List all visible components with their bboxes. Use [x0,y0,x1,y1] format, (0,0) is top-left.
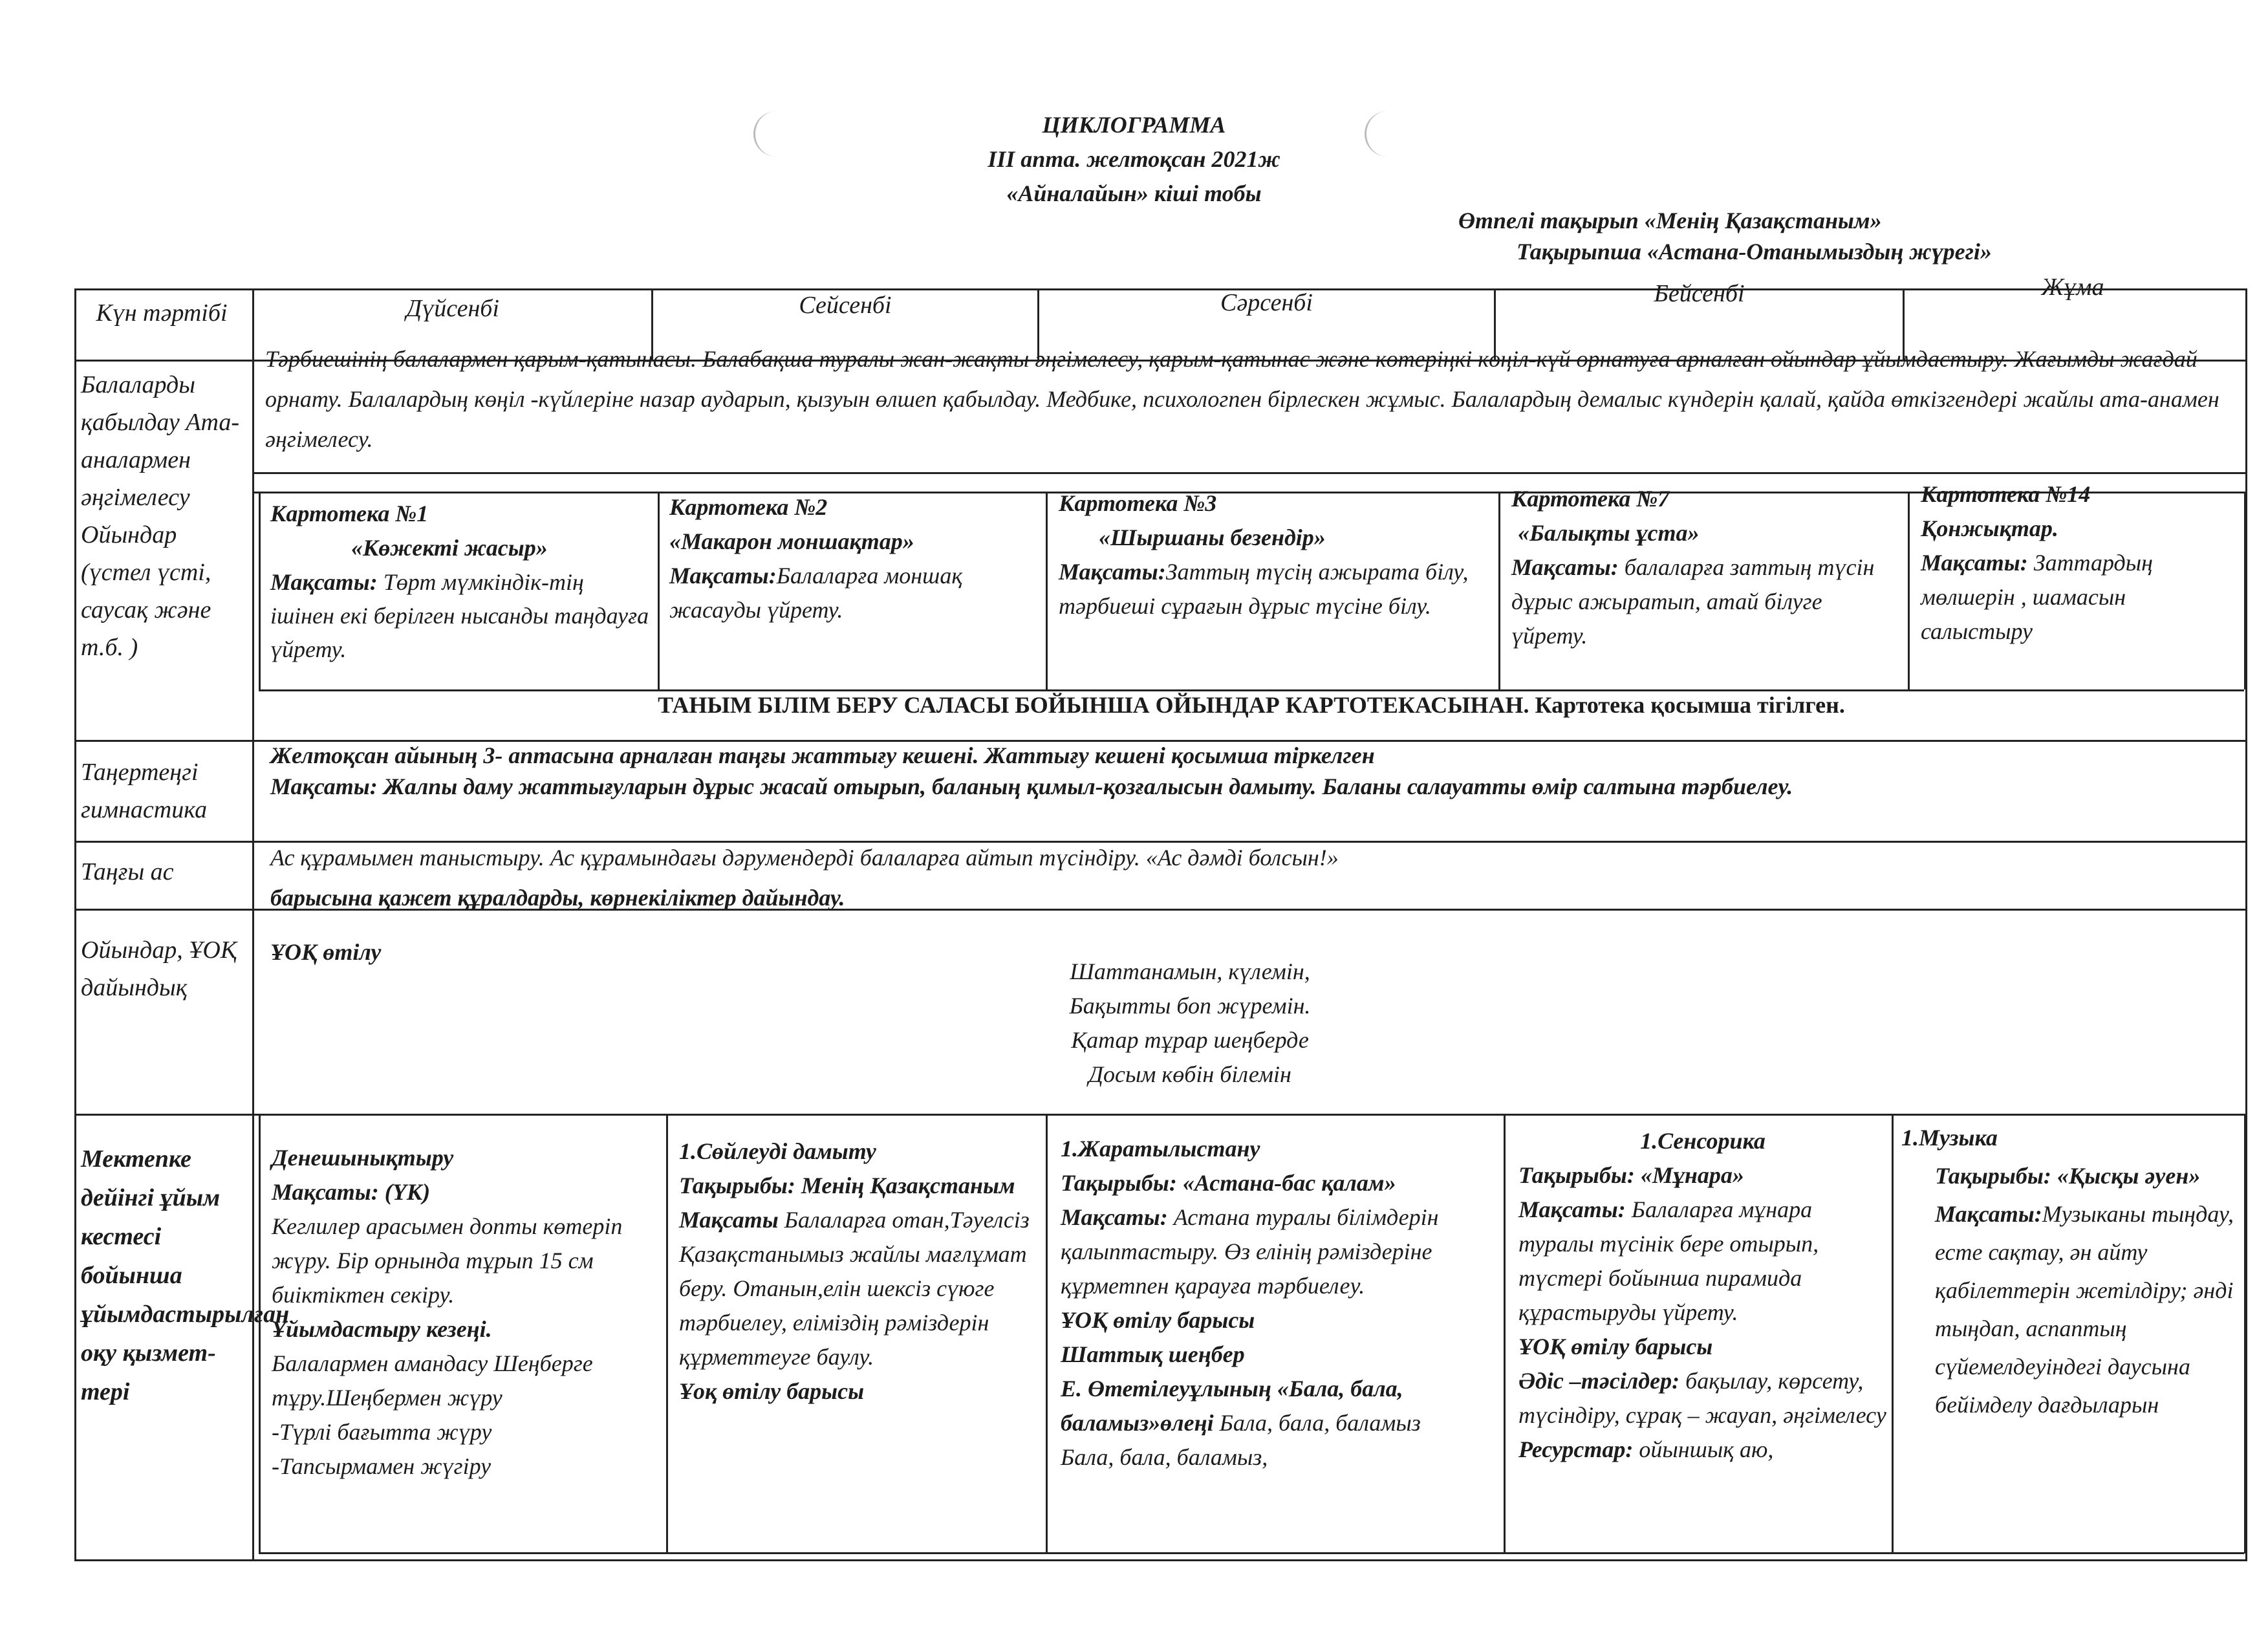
resources-text: ойыншық аю, [1633,1436,1774,1462]
poem-line: Бақытты боп жүремін. [1069,993,1311,1019]
game-card-number: Картотека №2 [669,494,828,520]
col-line [2244,1114,2246,1554]
goal-label: Мақсаты: [1059,559,1166,585]
game-goal [1921,546,2241,649]
row-line [74,1114,2247,1116]
reception-text: Тәрбиешінің балалармен қарым-қатынасы. Балабақша туралы жан-жақты әңгімелесу, қарым-қатынас және көтеріңкі көңіл-күй орнатуға арналған ойындар ұйымдастыру. Жағымды жағдай орнату. Балалардың көңіл -күйлеріне назар аударып, қызуын өлшеп қабылдау. Медбике, психологпен бірлескен жұмыс. Балалардың демалыс күндерін қалай, қайда өткізгендері жайлы ата-анамен әңгімелесу. [265,346,2219,452]
gym-line1: Желтоқсан айының 3- аптасына арналған таңғы жаттығу кешені. Жаттығу кешені қосымша тіркелген [270,742,1375,768]
col-line [259,1114,261,1554]
prep-title: ҰОҚ өтілу [270,939,382,965]
resources-label: Ресурстар: [1518,1436,1634,1462]
subject-body: Балалармен амандасу Шеңберге тұру.Шеңбермен жүру [272,1350,593,1411]
subject-goal: Мақсаты: (ҮК) [272,1179,431,1205]
col-line [252,288,254,1561]
goal-label: Мақсаты: [1518,1196,1626,1222]
game-goal [270,565,652,666]
goal-text: Астана туралы білімдерін қалыптастыру. Өз елінің рәміздеріне құрметпен қарауға тәрбиелеу. [1061,1204,1439,1299]
goal-label: Мақсаты: [270,569,378,595]
subject-process: ҰОҚ өтілу барысы [1518,1334,1713,1359]
subject-topic: Тақырыбы: «Қысқы әуен» [1935,1163,2201,1189]
game-card-number: Картотека №14 [1921,481,2091,507]
schedule-thursday [1518,1124,1887,1467]
subject-title: 1.Сенсорика [1640,1128,1766,1154]
game-card-tuesday [669,490,1038,627]
game-name: «Көжекті жасыр» [351,535,548,561]
subject-bullet: -Тапсырмамен жүгіру [272,1453,491,1479]
col-line [1498,492,1500,689]
goal-text: Балаларға моншақ жасауды үйрету. [669,563,963,623]
subject-topic: Тақырыбы: «Мұнара» [1518,1162,1744,1188]
breakfast-line1: Ас құрамымен таныстыру. Ас құрамындағы дәрумендерді балаларға айтып түсіндіру. «Ас дәмді болсын!» [270,845,1339,871]
goal-text: балаларға заттың түсін дұрыс ажыратып, атай білуге үйрету. [1511,554,1875,649]
poem-line: Бала, бала, баламыз, [1061,1444,1268,1470]
subject-org: Ұйымдастыру кезеңі. [272,1316,492,1342]
games-note: ТАНЫМ БІЛІМ БЕРУ САЛАСЫ БОЙЫНША ОЙЫНДАР КАРТОТЕКАСЫНАН. Картотека қосымша тігілген. [658,692,1845,718]
breakfast-label: Таңғы ас [81,858,174,885]
methods-label: Әдіс –тәсілдер: [1518,1368,1680,1394]
subject-goal [1061,1200,1494,1303]
goal-text: Төрт мүмкіндік-тің ішінен екі берілген нысанды таңдауға үйрету. [270,569,649,662]
col-line [2244,492,2246,689]
subject-process: ҰОҚ өтілу барысы [1061,1307,1255,1333]
col-line [1504,1114,1506,1554]
row-line [252,472,2247,474]
subject-goal [1901,1195,2238,1424]
game-goal [669,559,1038,627]
game-card-number: Картотека №7 [1511,486,1670,512]
breakfast-line2: барысына қажет құралдарды, көрнекіліктер дайындау. [270,885,845,911]
subject-topic: Тақырыбы: Менің Қазақстаным [679,1173,1015,1198]
week-line: ІІІ апта. желтоқсан 2021ж [988,146,1280,172]
goal-label: Мақсаты: [1935,1201,2042,1227]
goal-text: Музыканы тыңдау, есте сақтау, ән айту қабілеттерін жетілдіру; әнді тыңдап, аспаптың сүйемелдеуіндегі даусына бейімделу дағдыларын [1935,1201,2234,1418]
subject-title: 1.Музыка [1901,1125,1998,1151]
goal-label: Мақсаты: [669,563,777,589]
subject-title: 1.Жаратылыстану [1061,1136,1260,1162]
poem-line: Қатар тұрар шеңберде [1071,1027,1309,1053]
subject-title: Денешынықтыру [272,1145,454,1171]
game-card-friday [1921,477,2241,649]
subject-circle: Шаттық шеңбер [1061,1341,1245,1367]
subject-poem [1061,1372,1494,1440]
goal-text: Заттардың мөлшерін , шамасын салыстыру [1921,550,2154,644]
game-goal [1059,555,1492,623]
game-name: «Балықты ұста» [1518,520,1700,546]
prep-label: Ойындар, ҰОҚ дайындық [81,937,237,1001]
col-line [1908,492,1910,689]
col-line [259,492,261,689]
schedule-friday [1901,1119,2238,1424]
game-name: Қонжықтар. [1921,515,2058,541]
document-title: ЦИКЛОГРАММА [1042,112,1226,138]
game-name: «Шыршаны безендір» [1099,525,1326,550]
game-name: «Макарон моншақтар» [669,528,914,554]
goal-label: Мақсаты: [1511,554,1619,580]
group-line: «Айналайын» кіші тобы [1006,180,1262,206]
schedule-label: Мектепке дейінгі ұйым кестесі бойынша ұйымдастырылған оқу қызмет-тері [81,1145,290,1405]
col-line [1046,1114,1048,1554]
schedule-monday [272,1141,660,1484]
subject-body: Кеглилер арасымен допты көтеріп жүру. Бір орнында тұрып 15 см биіктіктен секіру. [272,1213,623,1308]
goal-label: Мақсаты: [1061,1204,1168,1230]
gym-line2: Мақсаты: Жалпы даму жаттығуларын дұрыс жасай отырып, баланың қимыл-қозғалысын дамыту. Баланы салауатты өмір салтына тәрбиелеу. [270,774,1793,799]
game-card-number: Картотека №3 [1059,490,1217,516]
col-line [666,1114,668,1554]
poem-label: Е. Өтетілеуұлының «Бала, бала, баламыз»өлеңі [1061,1376,1403,1436]
goal-label: Мақсаты [679,1207,779,1233]
subject-methods [1518,1364,1887,1433]
goal-text: Балаларға мұнара туралы түсінік бере отырып, түстері бойынша пирамида құрастыруды үйрету. [1518,1196,1819,1325]
subject-process: Ұоқ өтілу барысы [679,1378,865,1404]
subject-goal [679,1203,1041,1374]
schedule-tuesday [679,1134,1041,1409]
day-header-thursday: Бейсенбі [1654,280,1745,307]
gym-label: Таңертеңгі гимнастика [81,759,208,823]
goal-label: Мақсаты: [1921,550,2028,576]
schedule-wednesday [1061,1132,1494,1475]
goal-text: Заттың түсің ажырата білу, тәрбиеші сұрағын дұрыс түсіне білу. [1059,559,1469,619]
subject-goal [1518,1193,1887,1330]
prep-poem [938,955,1442,1092]
subtheme-line: Тақырыпша «Астана-Отанымыздың жүрегі» [1517,239,1992,265]
day-header-friday: Жұма [2041,274,2104,301]
game-card-number: Картотека №1 [270,501,429,526]
subject-bullet: -Түрлі бағытта жүру [272,1419,492,1445]
col-header-schedule: Күн тәртібі [96,299,228,327]
col-line [658,492,660,689]
goal-text: Балаларға отан,Тәуелсіз Қазақстанымыз жайлы мағлұмат беру. Отанын,елін шексіз сүюге тәрбиелеу, еліміздің рәміздерін құрметтеуге баулу. [679,1207,1030,1370]
poem-line: Досым көбін білемін [1088,1061,1291,1087]
poem-line: Шаттанамын, күлемін, [1070,958,1310,984]
game-card-thursday [1511,482,1899,653]
subject-title: 1.Сөйлеуді дамыту [679,1138,876,1164]
subject-resources [1518,1433,1887,1467]
game-card-wednesday [1059,486,1492,623]
day-header-monday: Дүйсенбі [406,295,499,322]
reception-label: Балаларды қабылдау Ата-аналармен әңгімелесу Ойындар (үстел үсті, саусақ және т.б. ) [81,371,240,661]
row-line [259,1552,2244,1554]
methods-text: бақылау, көрсету, түсіндіру, сұрақ – жауап, әңгімелесу [1518,1368,1886,1428]
day-header-tuesday: Сейсенбі [799,292,892,319]
game-goal [1511,550,1899,653]
col-line [1892,1114,1894,1554]
subject-topic: Тақырыбы: «Астана-бас қалам» [1061,1170,1396,1196]
theme-line: Өтпелі тақырып «Менің Қазақстаным» [1458,208,1882,233]
game-card-monday [270,497,652,666]
poem-inline: Бала, бала, баламыз [1213,1410,1421,1436]
day-header-wednesday: Сәрсенбі [1220,289,1313,316]
col-line [1046,492,1048,689]
